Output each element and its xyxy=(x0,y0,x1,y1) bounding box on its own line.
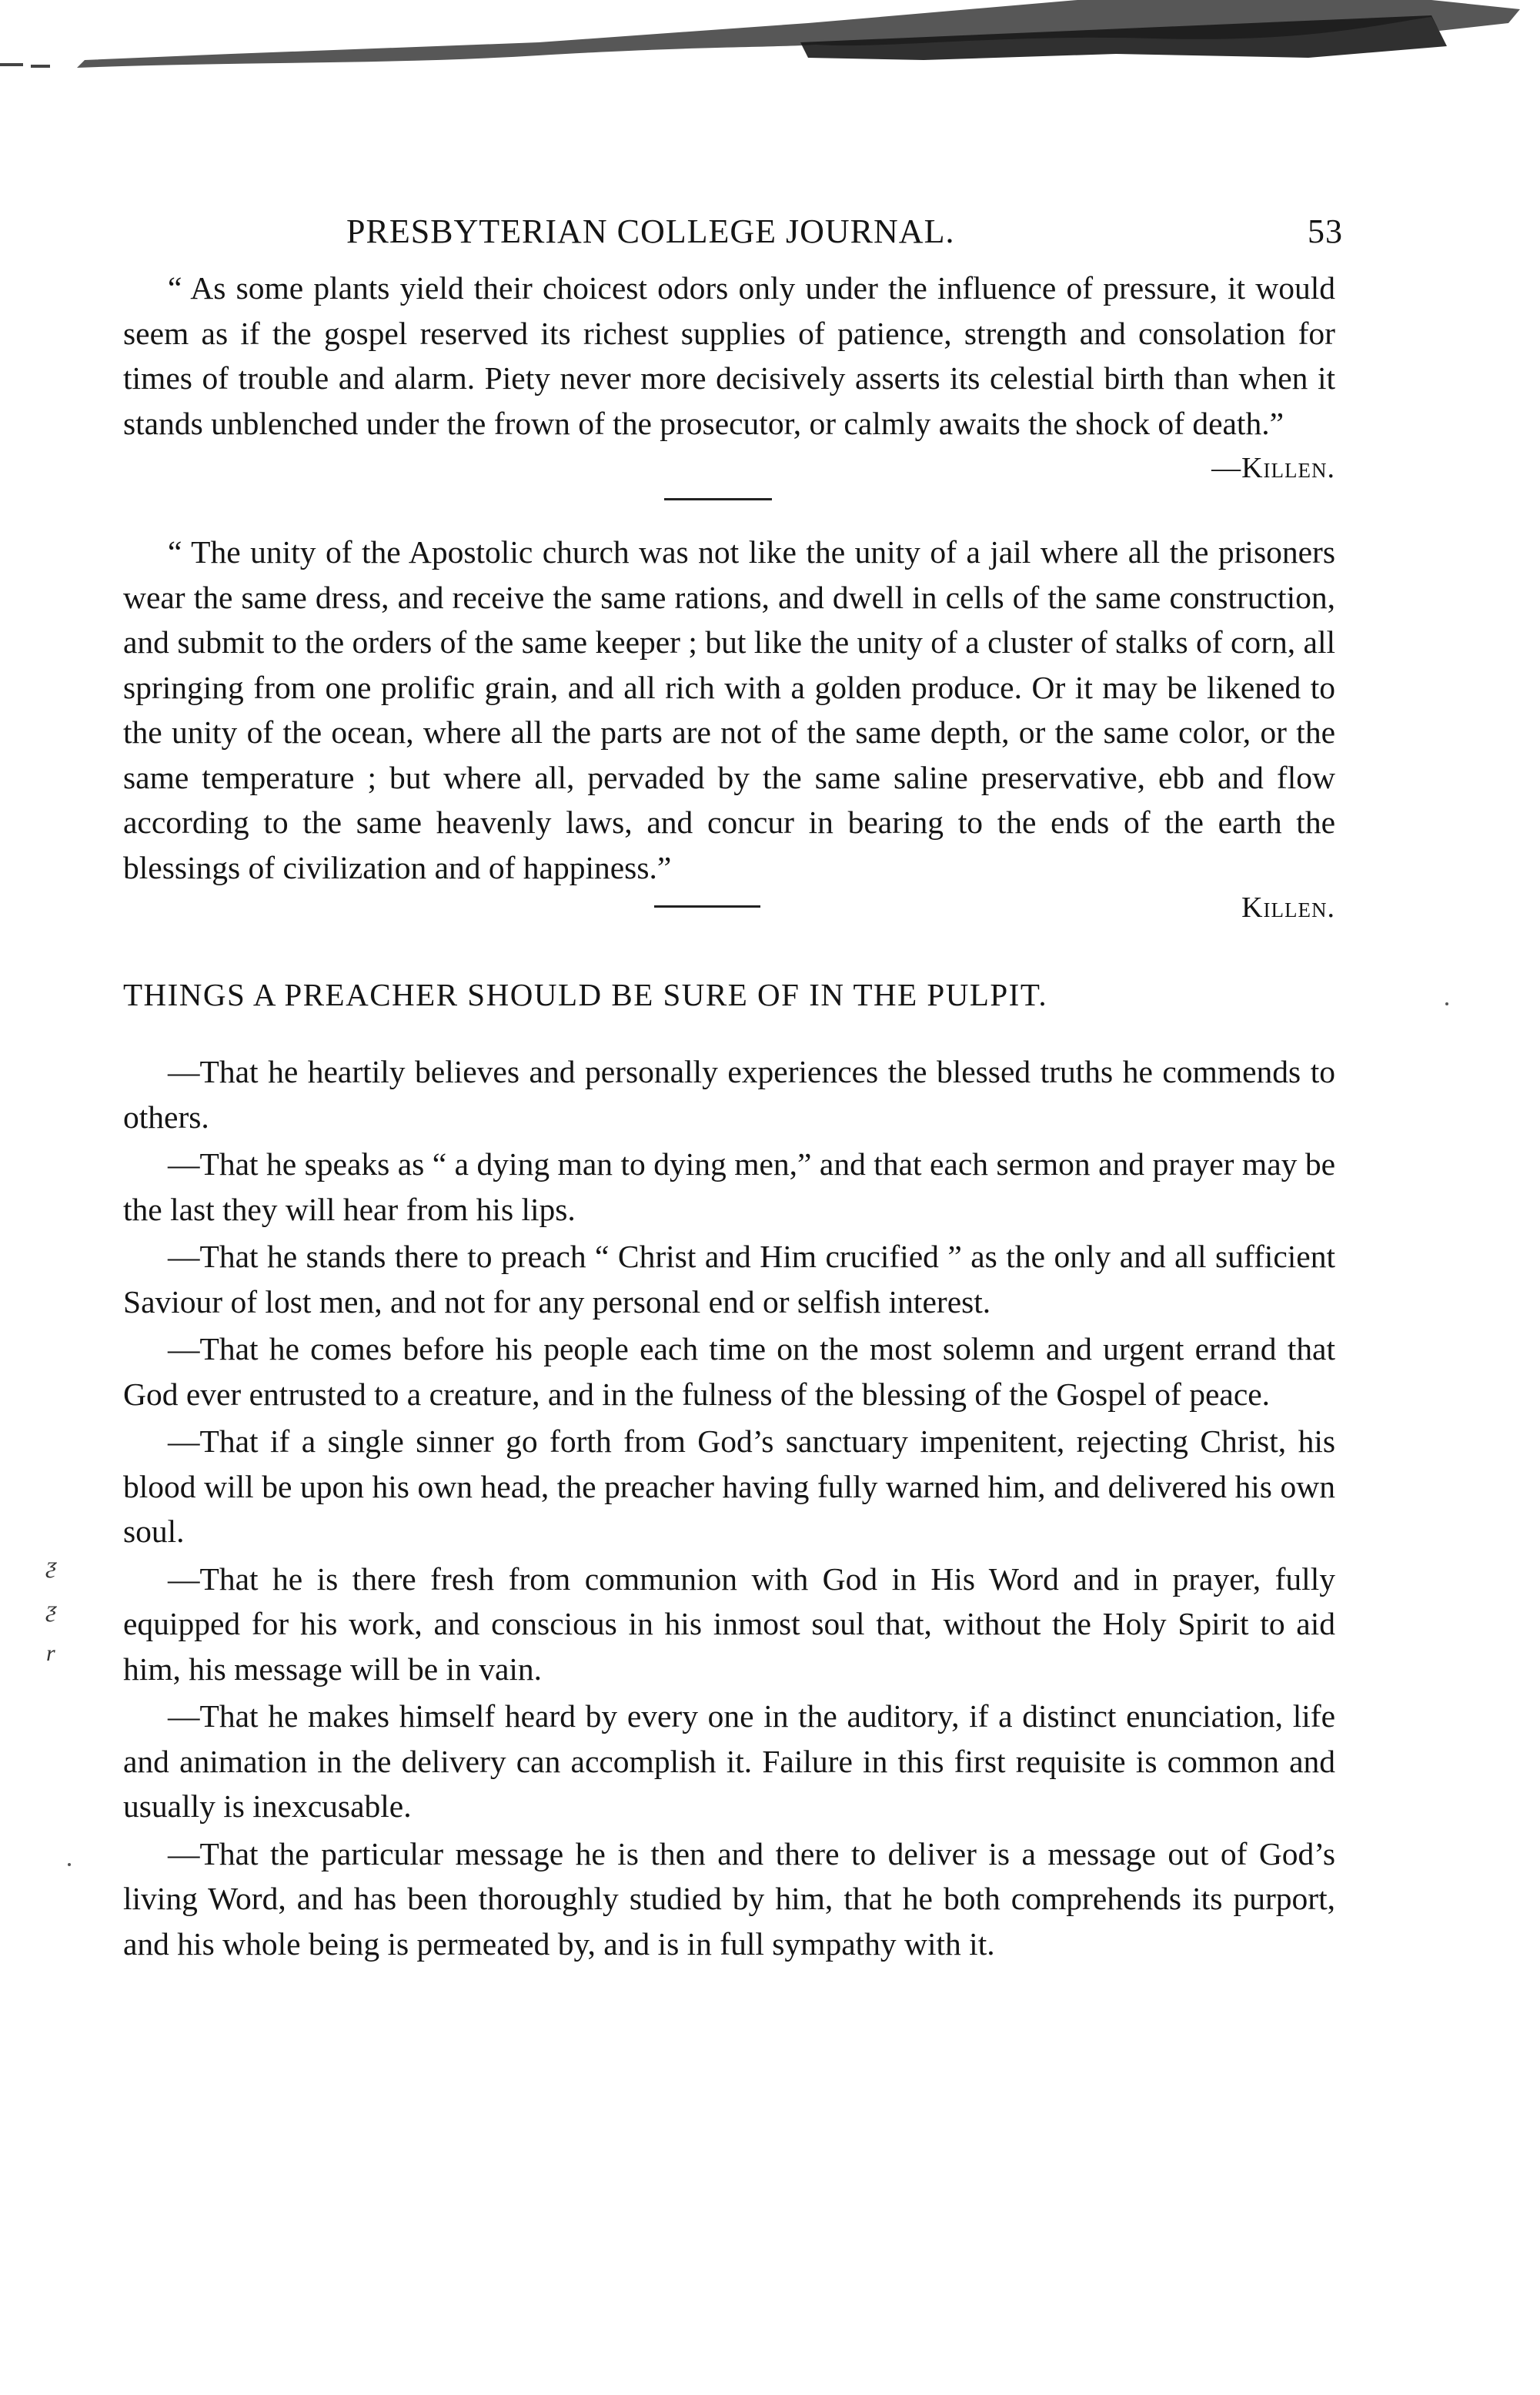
journal-page xyxy=(123,212,1343,1969)
list-item: —That the particular message he is then and there to deliver is a message out of God’s living Word, and has been thoroughly studied by him, that he both comprehends its purport, and his whole being is permeated by, and is in full sympathy with it. xyxy=(123,1835,1335,1962)
quote-plants: “ As some plants yield their choicest odors only under the influence of pressure, it would seem as if the gospel reserved its richest supplies of patience, strength and consolation for times of trouble and alarm. Piety never more decisively asserts its celestial birth than when it stands unblenched under the frown of the prosecutor, or calmly awaits the shock of death.” xyxy=(123,270,1335,441)
ink-speck xyxy=(1445,1002,1448,1005)
list-item: —That he heartily believes and personally experiences the blessed truths he commends to others. xyxy=(123,1054,1335,1135)
page-number: 53 xyxy=(1308,212,1343,250)
running-head xyxy=(123,212,1343,266)
ink-speck xyxy=(68,1863,71,1866)
list-item: —That he speaks as “ a dying man to dying men,” and that each sermon and prayer may be the last they will hear from his lips. xyxy=(123,1146,1335,1227)
margin-mark: r xyxy=(46,1641,55,1666)
list-item: —That he stands there to preach “ Christ and Him crucified ” as the only and all sufficient Saviour of lost men, and not for any personal end or selfish interest. xyxy=(123,1239,1335,1320)
scan-edge-noise xyxy=(0,0,1540,73)
quote-footer xyxy=(123,890,1335,938)
quote-attribution: Killen. xyxy=(1241,891,1335,924)
list-item: —That he is there fresh from communion with God in His Word and in prayer, fully equipped for his work, and conscious in his inmost soul that, without the Holy Spirit to aid him, his message will be in vain. xyxy=(123,1560,1335,1687)
section-divider xyxy=(664,498,772,500)
list-item: —That if a single sinner go forth from God’s sanctuary impenitent, rejecting Christ, his blood will be upon his own head, the preacher having fully warned him, and delivered his own soul. xyxy=(123,1423,1335,1549)
quote-attribution: —Killen. xyxy=(1211,452,1335,484)
list-item: —That he makes himself heard by every one in the auditory, if a distinct enunciation, life and animation in the delivery can accomplish it. Failure in this first requisite is common and usually is inexcusable. xyxy=(123,1698,1335,1824)
journal-title: PRESBYTERIAN COLLEGE JOURNAL. xyxy=(346,212,955,250)
section-heading: THINGS A PREACHER SHOULD BE SURE OF IN THE PULPIT. xyxy=(123,977,1048,1012)
margin-marks xyxy=(46,1544,69,1675)
list-item: —That he comes before his people each time on the most solemn and urgent errand that God ever entrusted to a creature, and in the fulness of the blessing of the Gospel of peace. xyxy=(123,1331,1335,1412)
section-divider xyxy=(654,905,760,908)
margin-mark: ƺ xyxy=(46,1597,57,1622)
quote-unity: “ The unity of the Apostolic church was not like the unity of a jail where all the prisoners wear the same dress, and receive the same rations, and dwell in cells of the same construction, and submit to the orders of the same keeper ; but like the unity of a cluster of stalks of corn, all springing from one prolific grain, and all rich with a golden produce. Or it may be likened to the unity of the ocean, where all the parts are not of the same depth, or the same color, or the same temperature ; but where all, pervaded by the same saline preservative, ebb and flow according to the same heavenly laws, and concur in bearing to the ends of the earth the blessings of civilization and of happiness.” xyxy=(123,534,1335,885)
margin-mark: ƺ xyxy=(46,1553,57,1578)
